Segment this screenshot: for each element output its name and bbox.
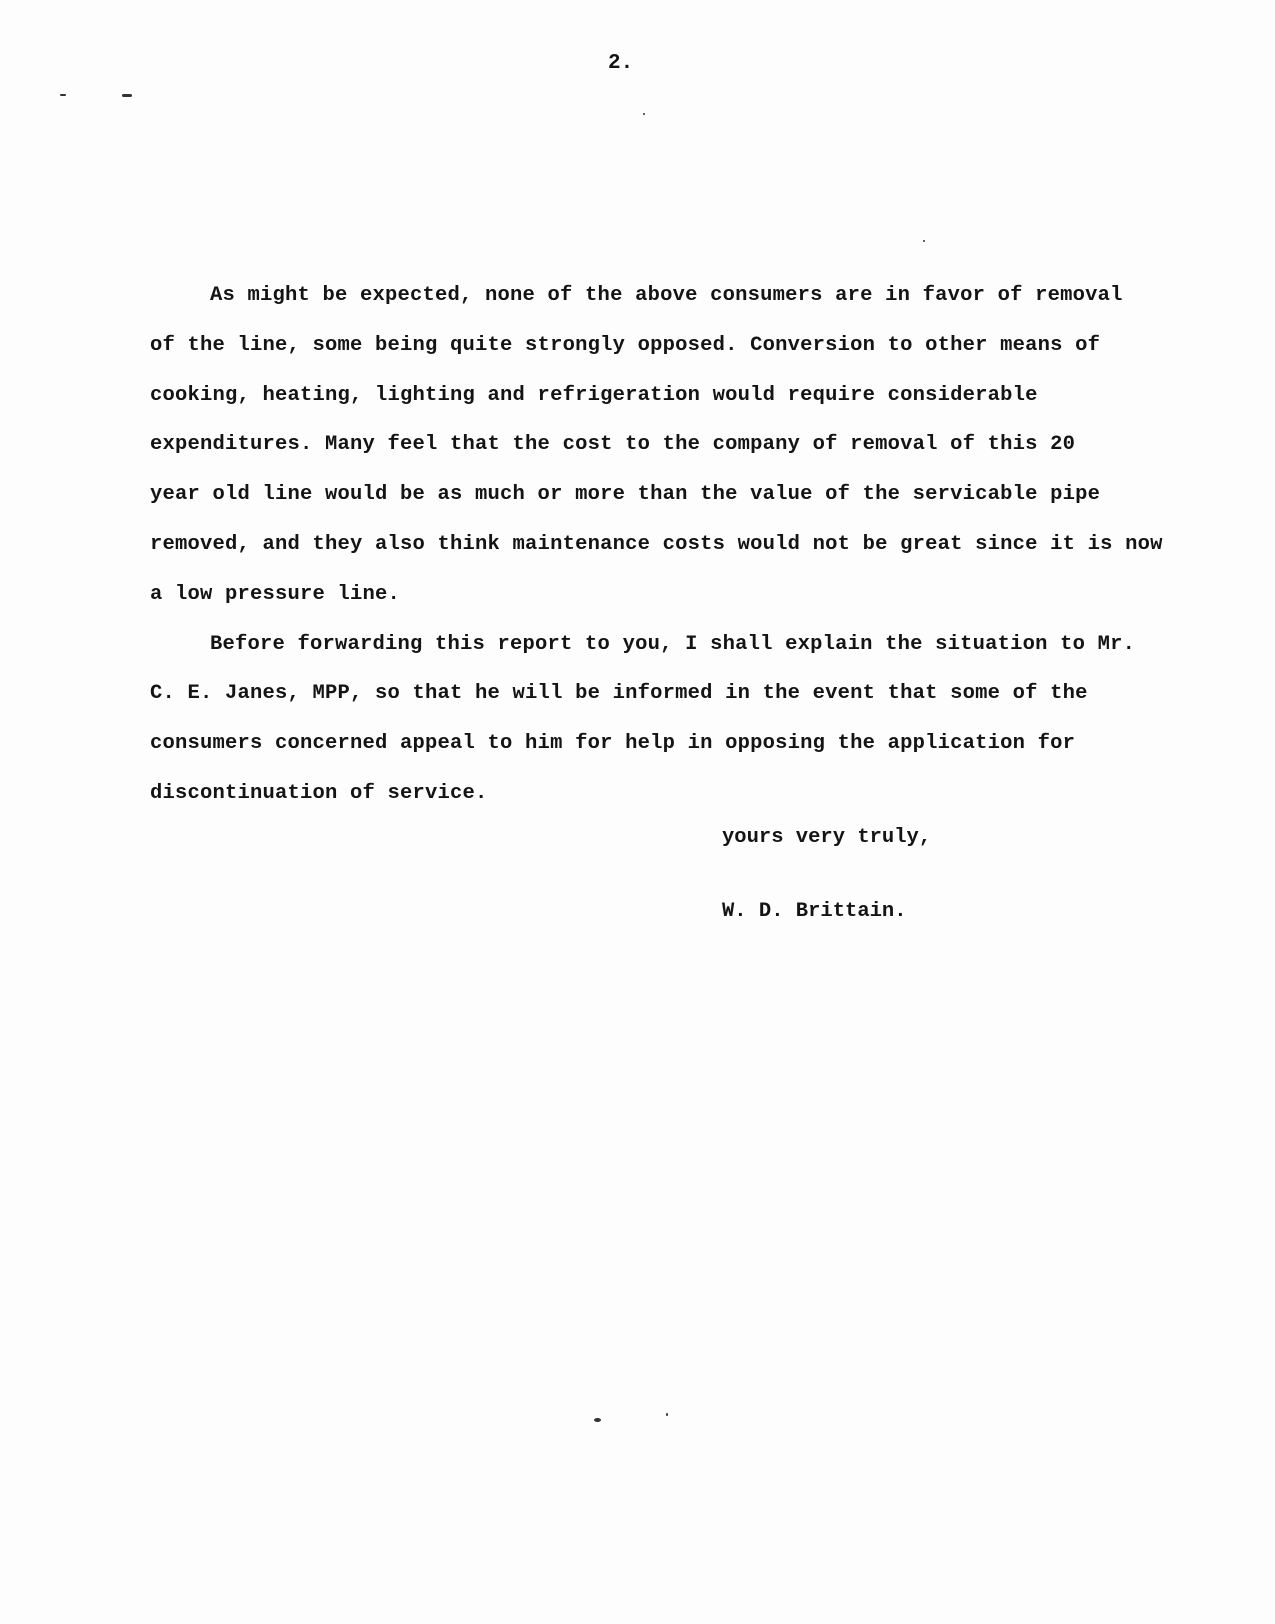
page-number: 2. [608,52,634,75]
text-line: a low pressure line. [150,582,401,606]
scan-speck [60,94,66,96]
scan-speck [643,113,645,115]
text-line: removed, and they also think maintenance costs would not be great since it is now [150,532,1163,556]
scan-speck [594,1418,601,1422]
text-line: C. E. Janes, MPP, so that he will be informed in the event that some of the [150,682,1088,706]
text-line: year old line would be as much or more than the value of the servicable pipe [150,483,1101,507]
letter-body [150,271,1170,819]
paragraph-2 [150,620,1170,819]
text-line: expenditures. Many feel that the cost to the company of removal of this 20 [150,433,1076,457]
text-line: of the line, some being quite strongly opposed. Conversion to other means of [150,333,1101,357]
text-line: Before forwarding this report to you, I shall explain the situation to Mr. [210,632,1136,656]
scan-speck [666,1413,668,1416]
text-line: As might be expected, none of the above consumers are in favor of removal [210,284,1123,307]
paragraph-1 [150,271,1170,620]
closing-salutation: yours very truly, [722,826,932,849]
text-line: discontinuation of service. [150,781,488,805]
scan-speck [923,240,925,242]
text-line: consumers concerned appeal to him for help in opposing the application for [150,732,1076,756]
signature: W. D. Brittain. [722,900,907,923]
text-line: cooking, heating, lighting and refrigeration would require considerable [150,383,1038,407]
scan-speck [122,94,132,97]
